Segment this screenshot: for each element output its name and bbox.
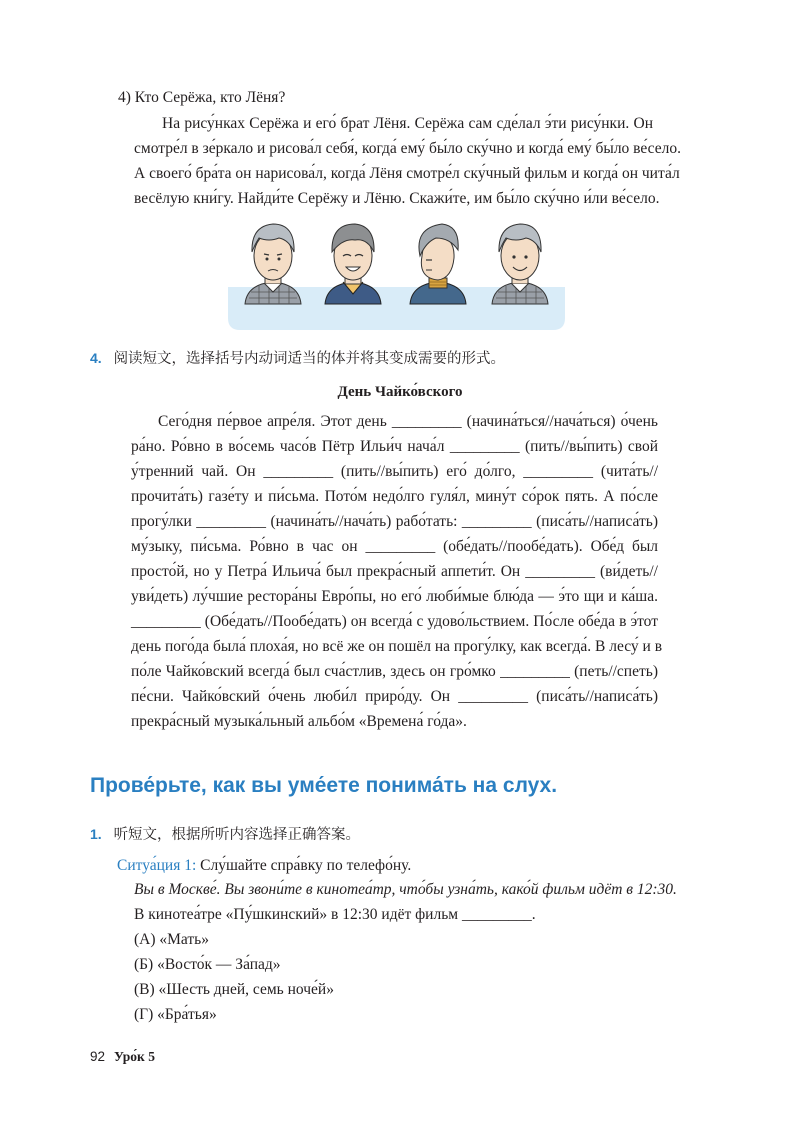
text-line-10: день пого́да была́ плоха́я, но всё же он пошёл на прогу́лку, как всегда́. В лесу́ и в <box>131 638 663 655</box>
situation-line <box>117 856 411 876</box>
text-line-5: прогу́лки _________ (начина́ть//нача́ть) рабо́тать: _________ (писа́ть//написа́ть) <box>131 513 658 530</box>
boy-3-profile <box>410 224 466 304</box>
section-title: Прове́рьте, как вы уме́ете понима́ть на слух. <box>90 774 558 797</box>
exercise-4-header <box>90 348 505 369</box>
situation-context: Вы в Москве́. Вы звони́те в кинотеа́тр, что́бы узна́ть, како́й фильм идёт в 12:30. <box>134 881 677 898</box>
option-b[interactable]: (Б) «Восто́к — За́пад» <box>134 956 281 973</box>
text-line-12: пе́сни. Чайко́вский о́чень люби́л приро́ду. Он _________ (писа́ть//написа́ть) <box>131 688 658 705</box>
option-c[interactable]: (В) «Шесть дней, семь ноче́й» <box>134 981 334 998</box>
exercise-4-instruction: 阅读短文，选择括号内动词适当的体并将其变成需要的形式。 <box>113 351 506 367</box>
boy-4-smiling <box>492 224 548 304</box>
situation-text: Слу́шайте спра́вку по телефо́ну. <box>196 857 412 874</box>
text-line-11: по́ле Чайко́вский всегда́ был сча́стлив, здесь он гро́мко _________ (петь//спеть) <box>131 663 658 680</box>
text-line-3: у́тренний чай. Он _________ (пить//вы́пить) его́ до́лго, _________ (чита́ть// <box>131 463 658 480</box>
text-line-9: _________ (Обе́дать//Пообе́дать) он всегда́ с удово́льствием. По́сле обе́да в э́тот <box>131 613 658 630</box>
text-line-13: прекра́сный музыка́льный альбо́м «Времена́ го́да». <box>131 713 467 730</box>
text-line-1: Сего́дня пе́рвое апре́ля. Этот день _________ (начина́ться//нача́ться) о́чень <box>158 413 658 430</box>
question: В кинотеа́тре «Пу́шкинский» в 12:30 идёт фильм _________. <box>134 906 536 923</box>
part4-line-1: На рису́нках Серёжа и его́ брат Лёня. Серёжа сам сде́лал э́ти рису́нки. Он <box>162 115 653 132</box>
text-line-7: просто́й, но у Петра́ Ильича́ был прекра́сный аппети́т. Он _________ (ви́деть// <box>131 563 658 580</box>
exercise-4-number: 4. <box>90 350 102 366</box>
text-line-8: уви́деть) лу́чшие рестора́ны Евро́пы, но его́ люби́мые блю́да — э́то щи и ка́ша. <box>131 588 658 605</box>
text-line-6: му́зыку, пи́сьма. Ро́вно в час он _________ (обе́дать//пообе́дать). Обе́д был <box>131 538 658 555</box>
lesson-label: Уро́к 5 <box>114 1049 155 1064</box>
page-number: 92 <box>90 1049 106 1064</box>
listening-1-header <box>90 824 360 845</box>
part4-line-3: А своего́ бра́та он нарисова́л, когда́ Лёня смотре́л ску́чный фильм и когда́ он чита́л <box>134 165 680 182</box>
option-a[interactable]: (А) «Мать» <box>134 931 209 948</box>
text-line-4: прочита́ть) газе́ту и пи́сьма. Пото́м недо́лго гуля́л, мину́т со́рок пять. А по́сле <box>131 488 658 505</box>
situation-label: Ситуа́ция 1: <box>117 857 197 874</box>
listening-1-instruction: 听短文，根据所听内容选择正确答案。 <box>113 827 361 843</box>
boy-1-sad <box>245 224 301 304</box>
part4-heading: 4) Кто Серёжа, кто Лёня? <box>118 89 286 106</box>
listening-1-number: 1. <box>90 826 102 842</box>
option-d[interactable]: (Г) «Бра́тья» <box>134 1006 217 1023</box>
text-title: День Чайко́вского <box>337 384 463 400</box>
boys-illustration <box>228 212 565 330</box>
boy-2-happy <box>325 224 381 304</box>
part4-line-4: весёлую кни́гу. Найди́те Серёжу и Лёню. Скажи́те, им бы́ло ску́чно и́ли ве́село. <box>134 190 660 207</box>
text-line-2: ра́но. Ро́вно в во́семь часо́в Пётр Ильи́ч нача́л _________ (пить//вы́пить) свой <box>131 438 658 455</box>
part4-line-2: смотре́л в зе́ркало и рисова́л себя́, когда́ ему́ бы́ло ску́чно и когда́ ему́ бы́ло ве́село. <box>134 140 681 157</box>
